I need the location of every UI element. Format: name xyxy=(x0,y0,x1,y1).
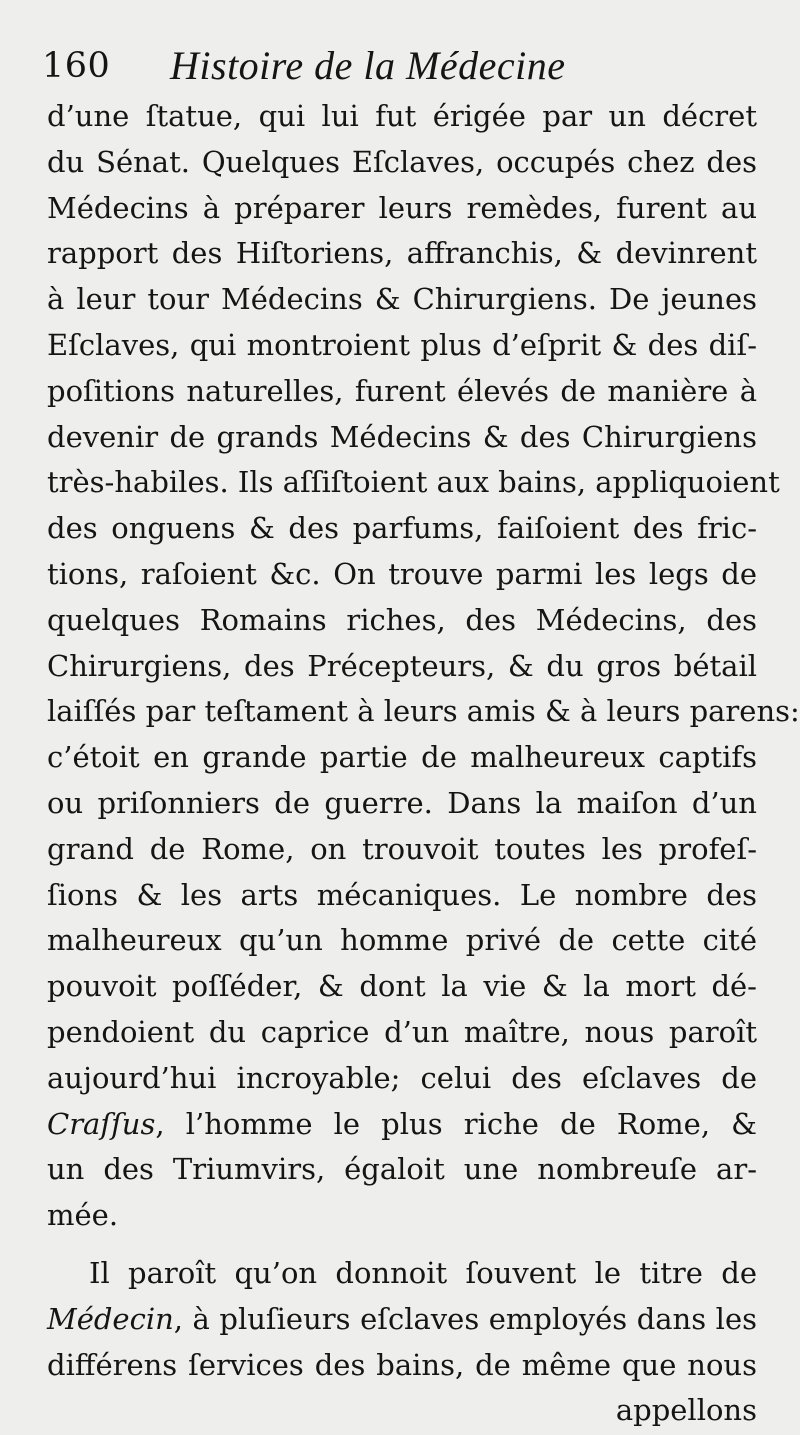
text-line: c’étoit en grande partie de malheureux captifs xyxy=(47,740,757,775)
text-line xyxy=(47,1102,757,1148)
text-line: laiſſés par teſtament à leurs amis & à leurs parens: xyxy=(47,694,800,729)
text-line: malheureux qu’un homme privé de cette cité xyxy=(47,923,757,958)
text-fragment: , l’homme le plus riche de Rome, & xyxy=(155,1106,757,1141)
text-line: mée. xyxy=(47,1198,119,1233)
page-header xyxy=(42,38,762,94)
paragraph-gap xyxy=(47,1239,757,1251)
text-line: d’une ſtatue, qui lui fut érigée par un décret xyxy=(47,99,757,133)
text-line: quelques Romains riches, des Médecins, des xyxy=(47,602,757,637)
running-title: Histoire de la Médecine xyxy=(170,43,566,88)
text-line: pouvoit poſſéder, & dont la vie & la mort dé- xyxy=(47,969,757,1004)
text-line: aujourd’hui incroyable; celui des eſclaves de xyxy=(47,1060,757,1095)
text-line: pendoient du caprice d’un maître, nous paroît xyxy=(47,1014,757,1049)
text-line: Eſclaves, qui montroient plus d’eſprit & des diſ- xyxy=(47,327,757,362)
page-number: 160 xyxy=(42,46,111,86)
text-fragment: , à pluſieurs eſclaves employés dans les xyxy=(173,1301,757,1336)
text-line: Médecins à préparer leurs remèdes, furent au xyxy=(47,190,757,225)
body-text xyxy=(47,94,800,1434)
text-line xyxy=(47,1297,757,1343)
text-line: tions, raſoient &c. On trouve parmi les legs de xyxy=(47,556,757,591)
text-line: différens ſervices des bains, de même que nous xyxy=(47,1347,757,1382)
italic-word-medecin: Médecin xyxy=(47,1301,174,1336)
text-line: devenir de grands Médecins & des Chirurgiens xyxy=(47,419,757,454)
text-line: Il paroît qu’on donnoit ſouvent le titre de xyxy=(89,1255,757,1290)
text-line: rapport des Hiſtoriens, affranchis, & devinrent xyxy=(47,236,757,271)
text-line: grand de Rome, on trouvoit toutes les profeſ- xyxy=(47,831,757,866)
text-line: du Sénat. Quelques Eſclaves, occupés chez des xyxy=(47,144,757,179)
text-line: poſitions naturelles, furent élevés de manière à xyxy=(47,373,757,408)
text-line: des onguens & des parfums, faiſoient des fric- xyxy=(47,511,757,546)
text-line: un des Triumvirs, égaloit une nombreuſe ar- xyxy=(47,1152,757,1187)
catchword: appellons xyxy=(615,1393,757,1428)
catchword-line xyxy=(47,1388,757,1434)
text-line: très-habiles. Ils aſſiſtoient aux bains, appliquoient xyxy=(47,465,780,500)
italic-name-crassus: Craſſus xyxy=(47,1106,156,1141)
text-line: ou priſonniers de guerre. Dans la maiſon d’un xyxy=(47,785,757,820)
text-line: ſions & les arts mécaniques. Le nombre des xyxy=(47,877,757,912)
text-line: Chirurgiens, des Précepteurs, & du gros bétail xyxy=(47,648,757,683)
text-line: à leur tour Médecins & Chirurgiens. De jeunes xyxy=(47,282,757,317)
